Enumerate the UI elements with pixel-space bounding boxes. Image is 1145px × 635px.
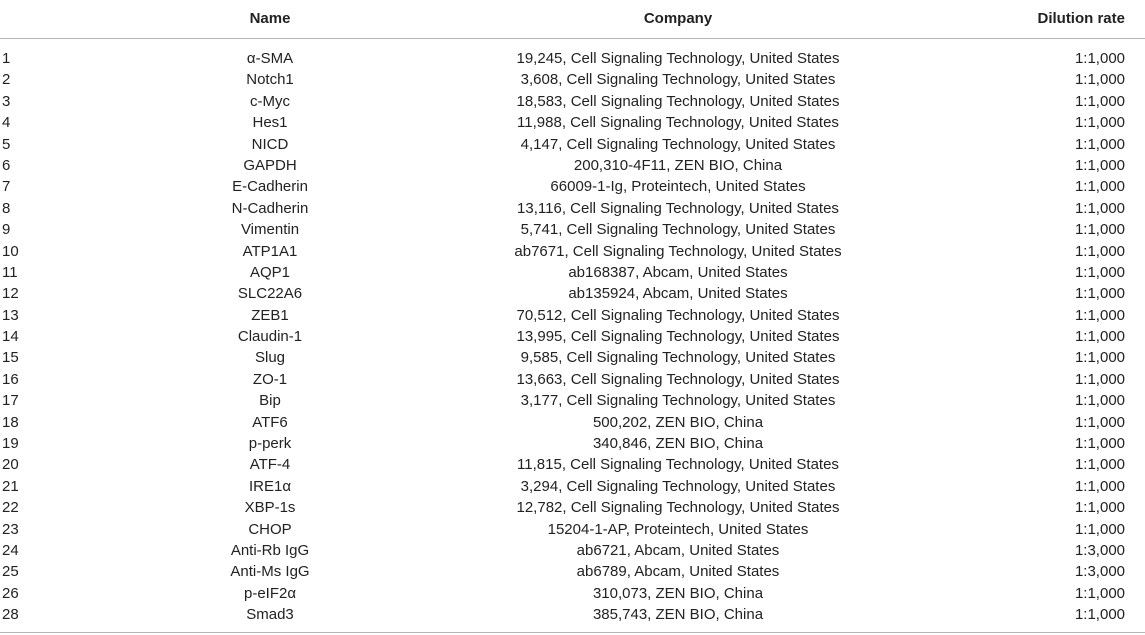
dilution-rate-cell: 1:1,000	[1074, 349, 1125, 367]
row-number-cell: 11	[2, 263, 18, 281]
table-row	[0, 540, 1145, 561]
company-cell: ab6721, Abcam, United States	[576, 541, 780, 559]
dilution-rate-cell: 1:1,000	[1074, 156, 1125, 174]
company-cell: 340,846, ZEN BIO, China	[592, 435, 764, 453]
table-bottom-rule	[0, 632, 1145, 633]
dilution-rate-cell: 1:1,000	[1074, 306, 1125, 324]
table-row	[0, 519, 1145, 540]
table-row	[0, 433, 1145, 454]
table-row	[0, 476, 1145, 497]
table-row	[0, 454, 1145, 475]
table-row	[0, 134, 1145, 155]
dilution-rate-cell: 1:1,000	[1074, 392, 1125, 410]
row-number-cell: 9	[2, 221, 11, 239]
table-row	[0, 241, 1145, 262]
company-cell: 385,743, ZEN BIO, China	[592, 606, 764, 624]
company-cell: 12,782, Cell Signaling Technology, United States	[516, 499, 840, 517]
row-number-cell: 18	[2, 413, 19, 431]
row-number-cell: 14	[2, 328, 19, 346]
antibody-name-cell: CHOP	[248, 520, 292, 538]
dilution-rate-cell: 1:1,000	[1074, 135, 1125, 153]
row-number-cell: 3	[2, 92, 11, 110]
row-number-cell: 23	[2, 520, 19, 538]
dilution-rate-cell: 1:1,000	[1074, 50, 1125, 67]
company-cell: 66009-1-Ig, Proteintech, United States	[550, 178, 806, 196]
row-number-cell: 26	[2, 584, 19, 602]
table-row	[0, 69, 1145, 90]
company-cell: 3,177, Cell Signaling Technology, United States	[520, 392, 836, 410]
antibody-name-cell: c-Myc	[250, 92, 290, 110]
company-cell: 13,116, Cell Signaling Technology, United States	[517, 199, 839, 217]
company-cell: 18,583, Cell Signaling Technology, United States	[516, 92, 840, 110]
dilution-rate-cell: 1:1,000	[1074, 520, 1125, 538]
dilution-rate-cell: 1:1,000	[1074, 221, 1125, 239]
dilution-rate-cell: 1:1,000	[1074, 178, 1125, 196]
row-number-cell: 6	[2, 156, 11, 174]
row-number-cell: 28	[2, 606, 19, 624]
company-cell: 9,585, Cell Signaling Technology, United States	[520, 349, 836, 367]
company-cell: 13,663, Cell Signaling Technology, United States	[516, 370, 840, 388]
company-cell: ab168387, Abcam, United States	[568, 263, 788, 281]
antibody-name-cell: E-Cadherin	[232, 178, 308, 196]
dilution-rate-cell: 1:1,000	[1074, 477, 1125, 495]
company-cell: 5,741, Cell Signaling Technology, United States	[520, 221, 836, 239]
table-row	[0, 390, 1145, 411]
antibody-name-cell: SLC22A6	[237, 285, 303, 303]
antibody-name-cell: ZO-1	[252, 370, 288, 388]
company-cell: 500,202, ZEN BIO, China	[592, 413, 764, 431]
table-row	[0, 604, 1145, 625]
company-cell: 13,995, Cell Signaling Technology, United States	[516, 328, 840, 346]
table-row	[0, 305, 1145, 326]
dilution-rate-cell: 1:1,000	[1074, 499, 1125, 517]
header-dilution-rate: Dilution rate	[1037, 10, 1125, 27]
row-number-cell: 2	[2, 71, 11, 89]
company-cell: 11,815, Cell Signaling Technology, United States	[517, 456, 839, 474]
company-cell: 3,294, Cell Signaling Technology, United States	[520, 477, 836, 495]
company-cell: 70,512, Cell Signaling Technology, United States	[516, 306, 840, 324]
antibody-name-cell: Anti-Rb IgG	[230, 541, 310, 559]
dilution-rate-cell: 1:1,000	[1074, 328, 1125, 346]
row-number-cell: 21	[2, 477, 19, 495]
dilution-rate-cell: 1:3,000	[1074, 563, 1125, 581]
company-cell: ab7671, Cell Signaling Technology, United States	[514, 242, 842, 260]
antibody-name-cell: α-SMA	[246, 50, 294, 67]
table-row	[0, 262, 1145, 283]
dilution-rate-cell: 1:1,000	[1074, 456, 1125, 474]
table-row	[0, 219, 1145, 240]
company-cell: ab6789, Abcam, United States	[576, 563, 780, 581]
dilution-rate-cell: 1:1,000	[1074, 435, 1125, 453]
table-row	[0, 326, 1145, 347]
row-number-cell: 13	[2, 306, 19, 324]
antibody-name-cell: Vimentin	[240, 221, 300, 239]
dilution-rate-cell: 1:1,000	[1074, 285, 1125, 303]
row-number-cell: 25	[2, 563, 19, 581]
table-body	[0, 48, 1145, 626]
dilution-rate-cell: 1:1,000	[1074, 606, 1125, 624]
antibody-name-cell: Notch1	[246, 71, 294, 89]
antibody-name-cell: p-perk	[248, 435, 292, 453]
company-cell: 310,073, ZEN BIO, China	[592, 584, 764, 602]
table-row	[0, 48, 1145, 69]
table-row	[0, 347, 1145, 368]
company-cell: 200,310-4F11, ZEN BIO, China	[573, 156, 783, 174]
row-number-cell: 8	[2, 199, 11, 217]
antibody-name-cell: XBP-1s	[244, 499, 296, 517]
antibody-name-cell: ATF-4	[249, 456, 291, 474]
table-row	[0, 198, 1145, 219]
company-cell: 4,147, Cell Signaling Technology, United States	[520, 135, 836, 153]
antibody-name-cell: Claudin-1	[237, 328, 303, 346]
antibody-name-cell: Slug	[254, 349, 286, 367]
row-number-cell: 7	[2, 178, 11, 196]
row-number-cell: 19	[2, 435, 19, 453]
company-cell: ab135924, Abcam, United States	[568, 285, 788, 303]
antibody-name-cell: NICD	[251, 135, 289, 153]
antibody-name-cell: N-Cadherin	[231, 199, 309, 217]
row-number-cell: 22	[2, 499, 19, 517]
dilution-rate-cell: 1:1,000	[1074, 263, 1125, 281]
row-number-cell: 5	[2, 135, 11, 153]
antibody-name-cell: Smad3	[246, 606, 294, 624]
company-cell: 11,988, Cell Signaling Technology, United States	[517, 114, 839, 132]
dilution-rate-cell: 1:1,000	[1074, 584, 1125, 602]
company-cell: 3,608, Cell Signaling Technology, United States	[520, 71, 836, 89]
row-number-cell: 10	[2, 242, 19, 260]
dilution-rate-cell: 1:1,000	[1074, 114, 1125, 132]
row-number-cell: 4	[2, 114, 11, 132]
table-row	[0, 112, 1145, 133]
table-row	[0, 91, 1145, 112]
dilution-rate-cell: 1:1,000	[1074, 71, 1125, 89]
row-number-cell: 24	[2, 541, 19, 559]
antibody-name-cell: Bip	[259, 392, 281, 410]
antibody-name-cell: ATP1A1	[242, 242, 298, 260]
table-row	[0, 176, 1145, 197]
dilution-rate-cell: 1:1,000	[1074, 242, 1125, 260]
table-row	[0, 497, 1145, 518]
dilution-rate-cell: 1:1,000	[1074, 92, 1125, 110]
row-number-cell: 17	[2, 392, 19, 410]
dilution-rate-cell: 1:1,000	[1074, 370, 1125, 388]
table-row	[0, 561, 1145, 582]
row-number-cell: 16	[2, 370, 19, 388]
table-row	[0, 412, 1145, 433]
header-name: Name	[249, 10, 291, 27]
dilution-rate-cell: 1:3,000	[1074, 541, 1125, 559]
table-row	[0, 283, 1145, 304]
row-number-cell: 15	[2, 349, 19, 367]
antibody-name-cell: p-eIF2α	[243, 584, 297, 602]
company-cell: 15204-1-AP, Proteintech, United States	[547, 520, 809, 538]
row-number-cell: 12	[2, 285, 19, 303]
antibody-name-cell: ATF6	[252, 413, 288, 431]
company-cell: 19,245, Cell Signaling Technology, United States	[516, 50, 840, 67]
antibody-name-cell: Hes1	[252, 114, 288, 132]
antibody-name-cell: Anti-Ms IgG	[230, 563, 310, 581]
dilution-rate-cell: 1:1,000	[1074, 199, 1125, 217]
dilution-rate-cell: 1:1,000	[1074, 413, 1125, 431]
table-row	[0, 369, 1145, 390]
header-company: Company	[643, 10, 713, 27]
row-number-cell: 20	[2, 456, 19, 474]
row-number-cell: 1	[2, 50, 11, 67]
antibody-name-cell: GAPDH	[243, 156, 297, 174]
antibody-name-cell: ZEB1	[251, 306, 289, 324]
table-row	[0, 583, 1145, 604]
table-row	[0, 155, 1145, 176]
antibody-name-cell: AQP1	[249, 263, 291, 281]
antibody-name-cell: IRE1α	[248, 477, 292, 495]
table-header-row	[0, 0, 1145, 39]
